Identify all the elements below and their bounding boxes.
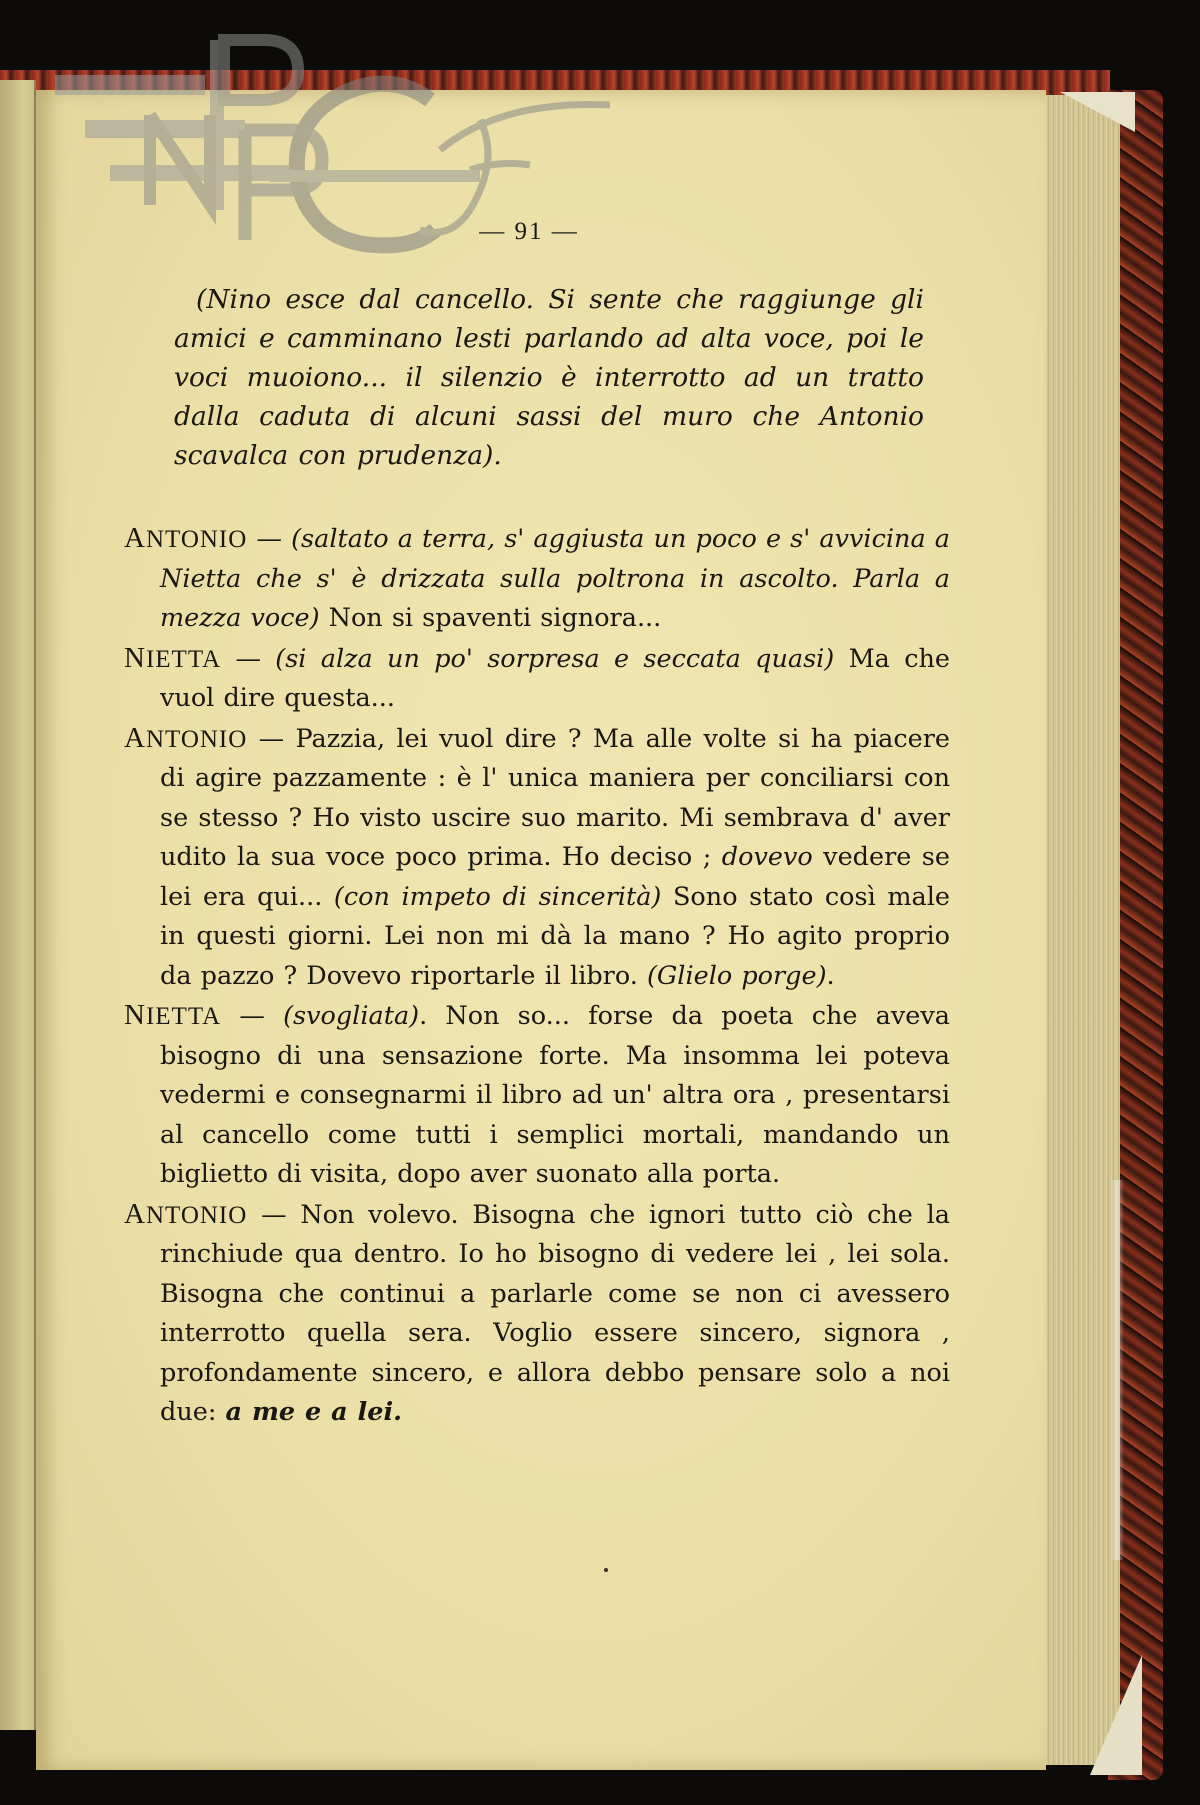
ink-speck: [604, 1568, 608, 1572]
cover-shine: [1110, 1180, 1124, 1560]
speaker-name: ANTONIO: [124, 1197, 248, 1230]
speech-nietta-2: NIETTA — (svogliata). Non so... forse da poeta che aveva bisogno di una sensazione forte. Ma insomma lei poteva vedermi e consegnarmi il libro ad un' altra ora , presentarsi al cancello come tutti i semplici mortali, mandando un biglietto di visita, dopo aver suonato alla porta.: [124, 999, 950, 1189]
speech-antonio-2: ANTONIO — Pazzia, lei vuol dire ? Ma alle volte si ha piacere di agire pazzamente : è l' unica maniera per conciliarsi con se stesso ? Ho visto uscire suo marito. Mi sembrava d' aver udito la sua voce poco prima. Ho deciso ; dovevo vedere se lei era qui... (con impeto di sincerità) Sono stato così male in questi giorni. Lei non mi dà la mano ? Ho agito proprio da pazzo ? Dovevo riportarle il libro. (Glielo porge).: [124, 721, 951, 991]
stage-direction-inline: (con impeto di sincerità): [333, 881, 662, 912]
speech-antonio-3: ANTONIO — Non volevo. Bisogna che ignori tutto ciò che la rinchiude qua dentro. Io ho bisogno di vedere lei , lei sola. Bisogna che continui a parlarle come se non ci avessero interrotto quella sera. Voglio essere sincero, signora , profondamente sincero, e allora debbo pensare solo a noi due: a me e a lei.: [124, 1197, 950, 1427]
speaker-name: NIETTA: [124, 641, 222, 674]
bncf-watermark-logo: [40, 20, 680, 260]
speaker-name: NIETTA: [124, 999, 222, 1031]
stage-direction-inline: (saltato a terra, s' aggiusta un poco e s' avvicina a Nietta che s' è drizzata sulla poltrona in ascolto. Parla a mezza voce): [160, 524, 950, 633]
speaker-name: ANTONIO: [124, 721, 248, 754]
stage-direction-inline: (Glielo porge): [646, 960, 827, 991]
stage-direction-inline: (svogliata): [283, 1001, 420, 1031]
page-text-block: [124, 218, 951, 1433]
page-number: — 91 —: [479, 218, 579, 245]
stage-direction-inline: (si alza un po' sorpresa e seccata quasi): [275, 643, 835, 674]
dialogue: [124, 519, 951, 1433]
stage-direction: (Nino esce dal cancello. Si sente che raggiunge gli amici e camminano lesti parlando ad alta voce, poi le voci muoiono... il silenzio è interrotto ad un tratto dalla caduta di alcuni sassi del muro che Antonio scavalca con prudenza).: [174, 284, 924, 471]
speaker-name: ANTONIO: [124, 522, 248, 554]
emphasis: a me e a lei.: [225, 1397, 403, 1427]
speech-antonio-1: ANTONIO — (saltato a terra, s' aggiusta un poco e s' avvicina a Nietta che s' è drizzata sulla poltrona in ascolto. Parla a mezza voce) Non si spaventi signora...: [124, 522, 950, 633]
book-page: [36, 90, 1046, 1770]
emphasis: dovevo: [721, 842, 813, 872]
left-page-edge: [0, 80, 36, 1730]
speech-nietta-1: NIETTA — (si alza un po' sorpresa e seccata quasi) Ma che vuol dire questa...: [124, 641, 950, 713]
